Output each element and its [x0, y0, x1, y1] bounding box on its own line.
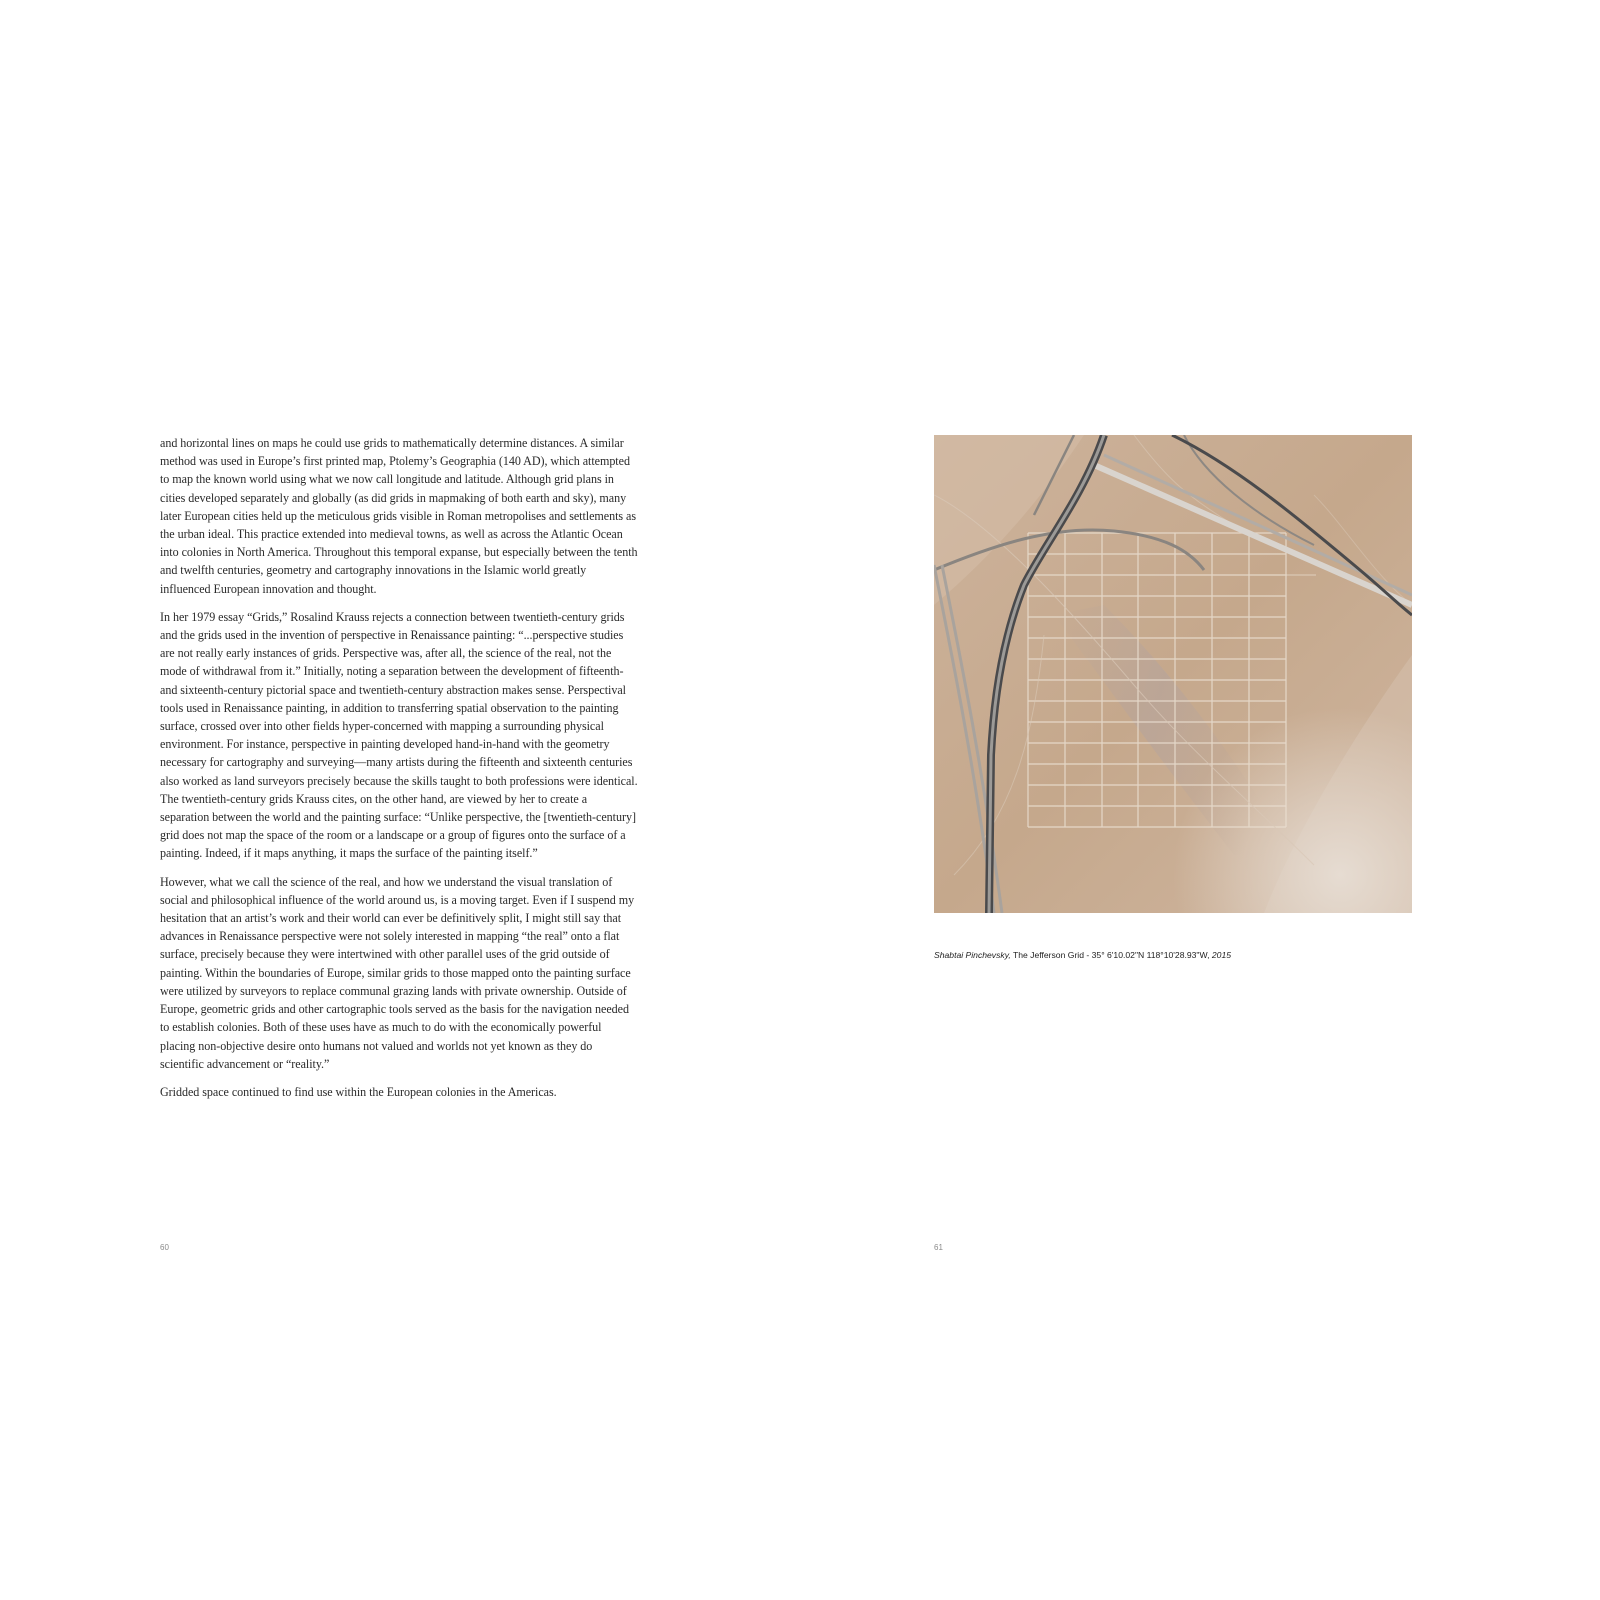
body-text	[160, 434, 638, 1111]
page-number-left: 60	[160, 1243, 169, 1252]
caption-year: 2015	[1209, 950, 1232, 960]
caption-title: The Jefferson Grid - 35° 6'10.02"N 118°10'28.93"W,	[1010, 950, 1210, 960]
aerial-photograph-artwork	[934, 435, 1412, 913]
paragraph-3: However, what we call the science of the real, and how we understand the visual translation of social and philosophical influence of the world around us, is a moving target. Even if I suspend my hesitation that an artist’s work and their world can ever be definitively split, I might still say that advances in Renaissance perspective were not solely interested in mapping “the real” onto a flat surface, precisely because they were intertwined with other parallel uses of the grid outside of painting. Within the boundaries of Europe, similar grids to those mapped onto the painting surface were utilized by surveyors to replace communal grazing lands with private ownership. Outside of Europe, geometric grids and other cartographic tools served as the basis for the navigation needed to establish colonies. Both of these uses have as much to do with the economically powerful placing non-objective desire onto humans not valued and worlds not yet known as they do scientific advancement or “reality.”	[160, 874, 635, 1071]
photo-caption	[934, 950, 1454, 960]
paragraph-4: Gridded space continued to find use within the European colonies in the Americas.	[160, 1084, 557, 1099]
paragraph-2: In her 1979 essay “Grids,” Rosalind Krauss rejects a connection between twentieth-century grids and the grids used in the invention of perspective in Renaissance painting: “...perspective studies are not really early instances of grids. Perspective was, after all, the science of the real, not the mode of withdrawal from it.” Initially, noting a separation between the development of fifteenth- and sixteenth-century pictorial space and twentieth-century abstraction makes sense. Perspectival tools used in Renaissance painting, in addition to transferring spatial observation to the painting surface, crossed over into other fields hyper-concerned with mapping a surrounding physical environment. For instance, perspective in painting developed hand-in-hand with the geometry necessary for cartography and surveying—many artists during the fifteenth and sixteenth centuries also worked as land surveyors precisely because the skills taught to both professions were identical. The twentieth-century grids Krauss cites, on the other hand, are viewed by her to create a separation between the world and the painting surface: “Unlike perspective, the [twentieth-century] grid does not map the space of the room or a landscape or a group of figures onto the surface of a painting. Indeed, if it maps anything, it maps the surface of the painting itself.”	[160, 609, 638, 861]
aerial-photograph	[934, 435, 1412, 913]
caption-artist: Shabtai Pinchevsky,	[934, 950, 1011, 960]
paragraph-1: and horizontal lines on maps he could use grids to mathematically determine distances. A similar method was used in Europe’s first printed map, Ptolemy’s Geographia (140 AD), which attempted to map the known world using what we now call longitude and latitude. Although grid plans in cities developed separately and globally (as did grids in mapmaking of both earth and sky), many later European cities held up the meticulous grids visible in Roman metropolises and settlements as the urban ideal. This practice extended into medieval towns, as well as across the Atlantic Ocean into colonies in North America. Throughout this temporal expanse, but especially between the tenth and twelfth centuries, geometry and cartography innovations in the Islamic world greatly influenced European innovation and thought.	[160, 436, 638, 596]
page-number-right: 61	[934, 1243, 943, 1252]
right-page	[800, 0, 1600, 1600]
